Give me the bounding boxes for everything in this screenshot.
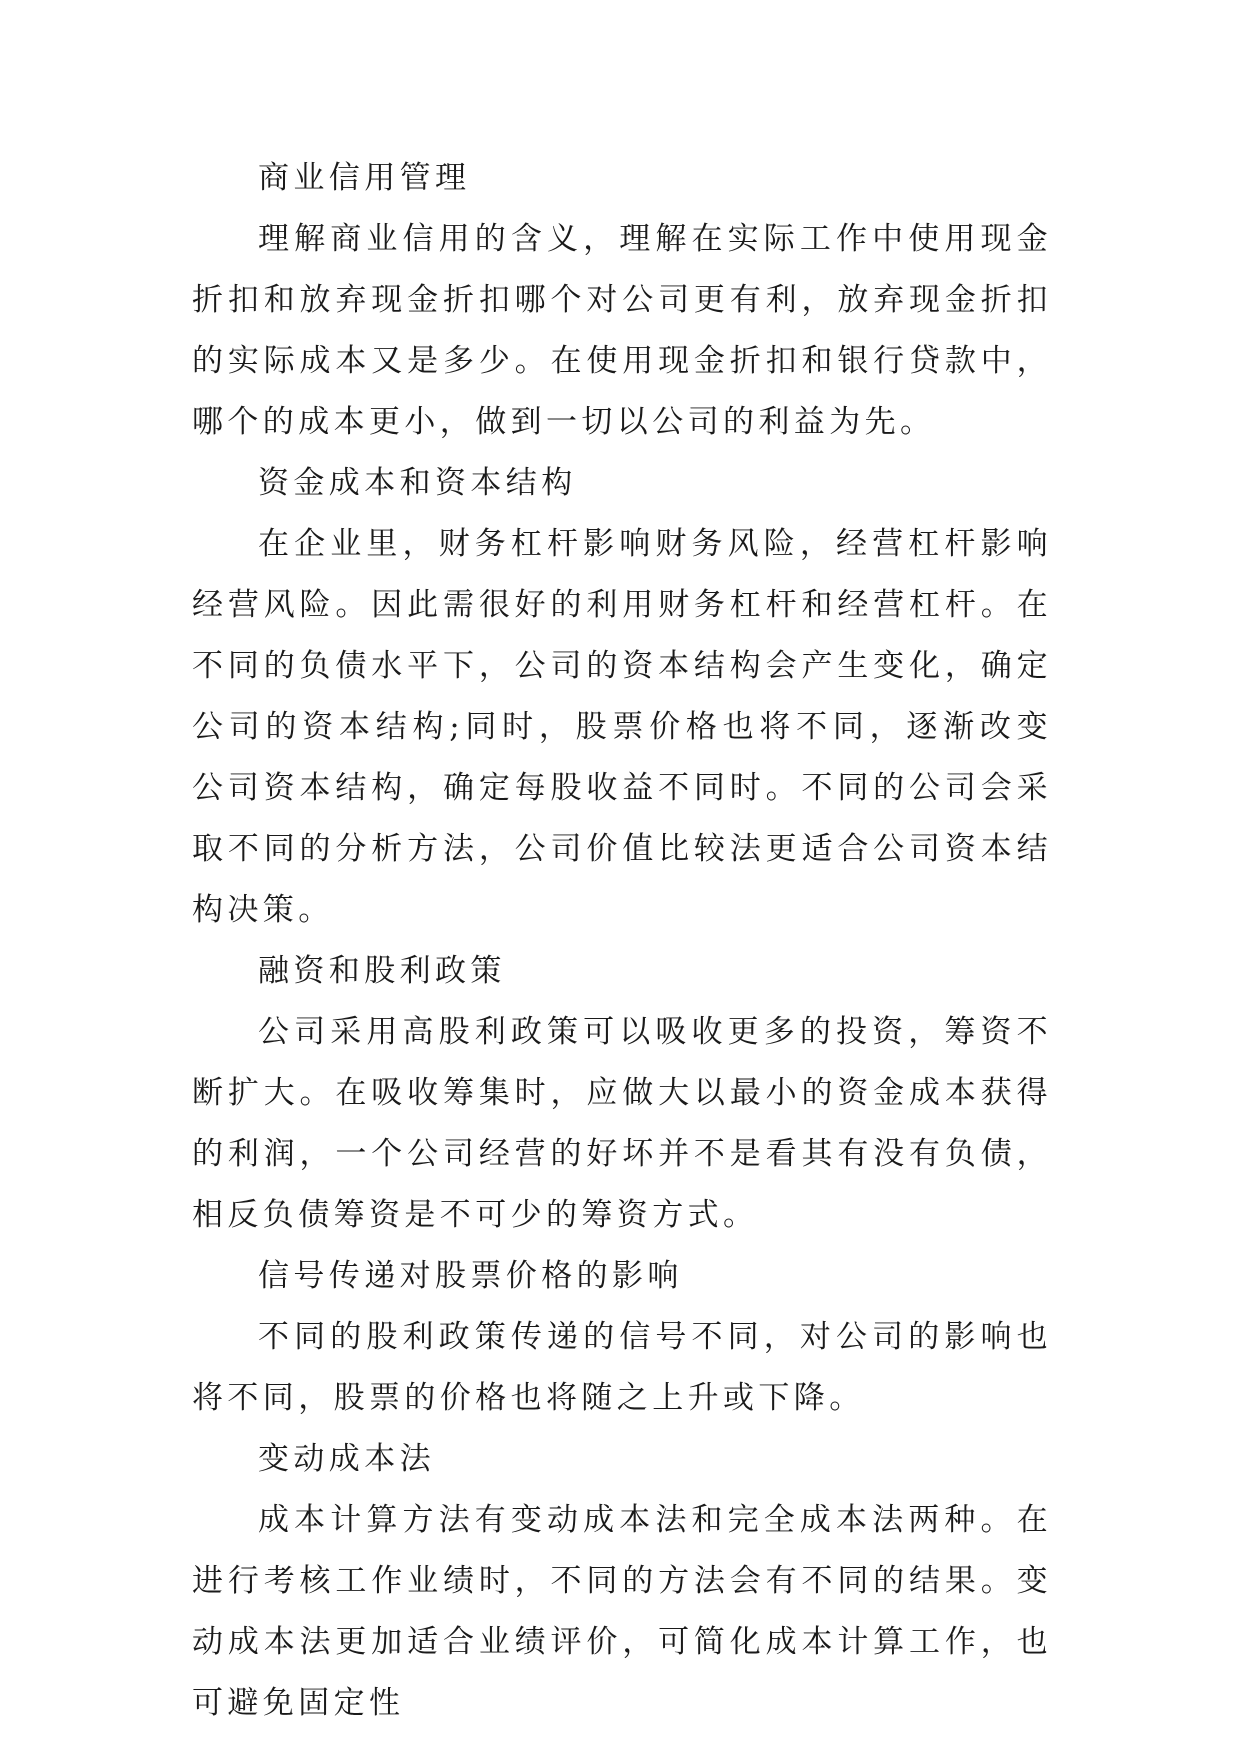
section-heading: 信号传递对股票价格的影响 <box>258 1258 683 1294</box>
section-heading: 商业信用管理 <box>258 160 471 196</box>
section-heading: 融资和股利政策 <box>258 953 506 989</box>
body-paragraph: 理解商业信用的含义，理解在实际工作中使用现金折扣和放弃现金折扣哪个对公司更有利，放弃现金折扣的实际成本又是多少。在使用现金折扣和银行贷款中，哪个的成本更小，做到一切以公司的利益为先。 <box>192 221 1052 440</box>
body-paragraph: 成本计算方法有变动成本法和完全成本法两种。在进行考核工作业绩时，不同的方法会有不同的结果。变动成本法更加适合业绩评价，可简化成本计算工作，也可避免固定性 <box>192 1502 1052 1721</box>
body-paragraph: 公司采用高股利政策可以吸收更多的投资，筹资不断扩大。在吸收筹集时，应做大以最小的资金成本获得的利润，一个公司经营的好坏并不是看其有没有负债，相反负债筹资是不可少的筹资方式。 <box>192 1014 1052 1233</box>
body-paragraph: 在企业里，财务杠杆影响财务风险，经营杠杆影响经营风险。因此需很好的利用财务杠杆和经营杠杆。在不同的负债水平下，公司的资本结构会产生变化，确定公司的资本结构;同时，股票价格也将不同，逐渐改变公司资本结构，确定每股收益不同时。不同的公司会采取不同的分析方法，公司价值比较法更适合公司资本结构决策。 <box>192 526 1052 928</box>
section-heading: 资金成本和资本结构 <box>258 465 577 501</box>
document-body <box>192 148 1052 1734</box>
body-paragraph: 不同的股利政策传递的信号不同，对公司的影响也将不同，股票的价格也将随之上升或下降。 <box>192 1319 1052 1416</box>
section-heading: 变动成本法 <box>258 1441 435 1477</box>
